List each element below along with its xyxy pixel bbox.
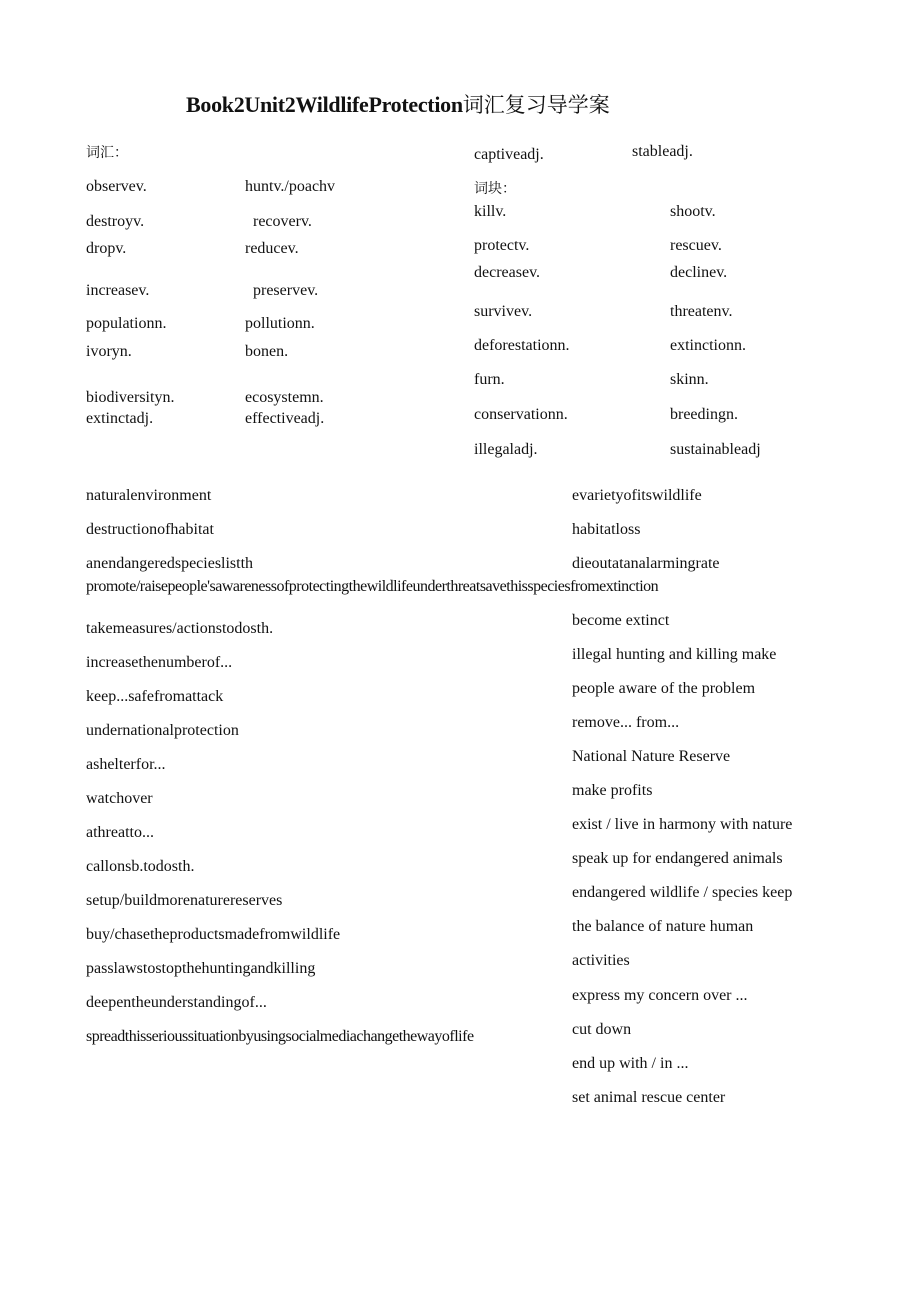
phrase-item: keep...safefromattack [86, 688, 224, 705]
phrase-item: people aware of the problem [572, 680, 756, 697]
phrase-item: evarietyofitswildlife [572, 487, 702, 504]
vocab-word: decreasev. [474, 264, 541, 281]
phrase-item: exist / live in harmony with nature [572, 816, 793, 833]
vocab-word: ivoryn. [86, 343, 132, 360]
vocab-word: shootv. [670, 203, 716, 220]
vocab-word: stableadj. [632, 143, 693, 160]
vocab-word: killv. [474, 203, 507, 220]
vocab-word: biodiversityn. [86, 389, 175, 406]
phrase-item: athreatto... [86, 824, 154, 841]
phrase-item: speak up for endangered animals [572, 850, 783, 867]
phrase-item: cut down [572, 1021, 632, 1038]
phrase-item: make profits [572, 782, 653, 799]
phrase-item: passlawstostopthehuntingandkilling [86, 960, 316, 977]
phrase-item: naturalenvironment [86, 487, 212, 504]
phrase-item: National Nature Reserve [572, 748, 731, 765]
vocab-word: conservationn. [474, 406, 568, 423]
phrase-item: setup/buildmorenaturereserves [86, 892, 283, 909]
phrase-item: deepentheunderstandingof... [86, 994, 267, 1011]
vocab-word: pollutionn. [245, 315, 315, 332]
vocab-word: reducev. [245, 240, 299, 257]
phrase-item: express my concern over ... [572, 987, 748, 1004]
phrase-item: remove... from... [572, 714, 680, 731]
vocab-word: preservev. [253, 282, 319, 299]
phrase-item: undernationalprotection [86, 722, 239, 739]
vocab-word: survivev. [474, 303, 533, 320]
vocab-word: declinev. [670, 264, 728, 281]
phrase-item: takemeasures/actionstodosth. [86, 620, 274, 637]
vocab-word: populationn. [86, 315, 167, 332]
vocab-word: ecosystemn. [245, 389, 324, 406]
vocab-word: rescuev. [670, 237, 722, 254]
phrase-item: illegal hunting and killing make [572, 646, 777, 663]
phrase-item: endangered wildlife / species keep [572, 884, 793, 901]
phrase-item: anendangeredspecieslistth [86, 555, 254, 572]
title-english: Book2Unit2WildlifeProtection [186, 92, 463, 117]
vocab-label: 词汇： [86, 145, 128, 161]
phrase-item: become extinct [572, 612, 670, 629]
vocab-word: destroyv. [86, 213, 145, 230]
vocab-word: effectiveadj. [245, 410, 325, 427]
chunk-label: 词块： [474, 181, 516, 197]
vocab-word: dropv. [86, 240, 127, 257]
phrase-item: callonsb.todosth. [86, 858, 195, 875]
title-chinese: 词汇复习导学案 [462, 93, 610, 117]
phrase-item: increasethenumberof... [86, 654, 233, 671]
vocab-word: skinn. [670, 371, 709, 388]
phrase-item: dieoutatanalarmingrate [572, 555, 720, 572]
phrase-item: end up with / in ... [572, 1055, 689, 1072]
vocab-word: threatenv. [670, 303, 733, 320]
vocab-word: captiveadj. [474, 146, 544, 163]
phrase-item: buy/chasetheproductsmadefromwildlife [86, 926, 341, 943]
vocab-word: illegaladj. [474, 441, 538, 458]
page-title [186, 92, 610, 118]
vocab-word: extinctadj. [86, 410, 154, 427]
phrase-item: the balance of nature human [572, 918, 754, 935]
vocab-word: protectv. [474, 237, 530, 254]
vocab-word: recoverv. [253, 213, 312, 230]
vocab-word: furn. [474, 371, 505, 388]
vocab-word: sustainableadj [670, 441, 761, 458]
phrase-item: habitatloss [572, 521, 641, 538]
vocab-word: increasev. [86, 282, 150, 299]
vocab-word: deforestationn. [474, 337, 570, 354]
phrase-item: promote/raisepeople'sawarenessofprotectingthewildlifeunderthreatsavethisspeciesfromextinction [86, 578, 659, 595]
phrase-item: watchover [86, 790, 153, 807]
phrase-item: activities [572, 952, 630, 969]
vocab-word: breedingn. [670, 406, 738, 423]
phrase-item: set animal rescue center [572, 1089, 726, 1106]
vocab-word: bonen. [245, 343, 289, 360]
phrase-item: ashelterfor... [86, 756, 166, 773]
vocab-word: extinctionn. [670, 337, 746, 354]
vocab-word: observev. [86, 178, 147, 195]
phrase-item: destructionofhabitat [86, 521, 214, 538]
vocab-word: huntv./poachv [245, 178, 336, 195]
phrase-item: spreadthisserioussituationbyusingsocialmediachangethewayoflife [86, 1028, 474, 1045]
